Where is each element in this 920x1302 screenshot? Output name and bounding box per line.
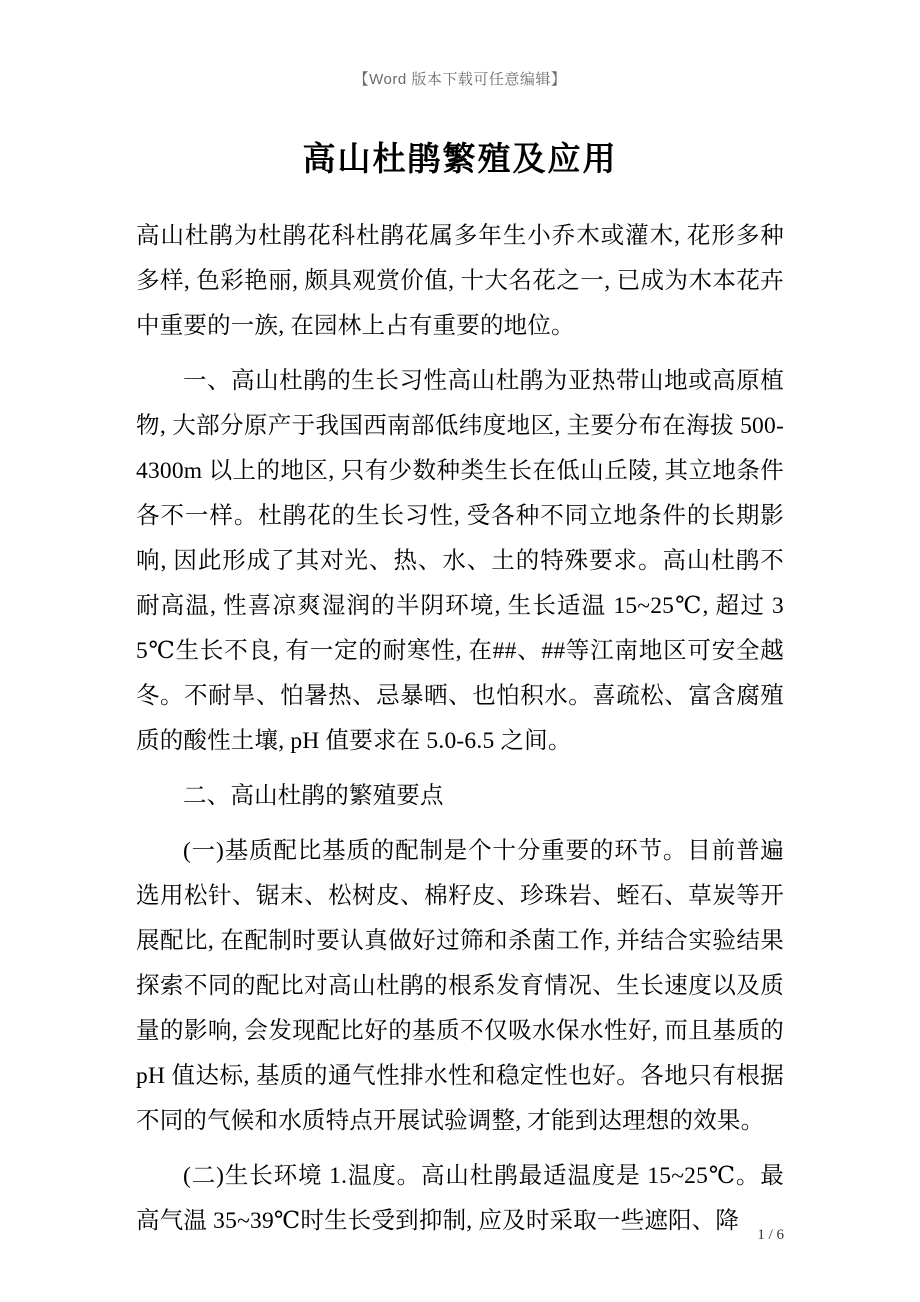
paragraph-section-two: 二、高山杜鹃的繁殖要点 [183,783,444,809]
page-title: 高山杜鹃繁殖及应用 [302,140,618,177]
paragraph-section-one: 一、高山杜鹃的生长习性高山杜鹃为亚热带山地或高原植物, 大部分原产于我国西南部低纬度地区, 主要分布在海拔 500-4300m 以上的地区, 只有少数种类生长在低山丘陵, 其立地条件各不一样。杜鹃花的生长习性, 受各种不同立地条件的长期影响, 因此形成了其对光、热、水、土的特殊要求。高山杜鹃不耐高温, 性喜凉爽湿润的半阴环境, 生长适温 15~25℃, 超过 35℃生长不良, 有一定的耐寒性, 在##、##等江南地区可安全越冬。不耐旱、怕暑热、忌暴晒、也怕积水。喜疏松、富含腐殖质的酸性土壤, pH 值要求在 5.0-6.5 之间。 [136,368,784,754]
page-number: 1 / 6 [757,1227,784,1243]
document-body [0,214,920,1244]
paragraph-intro: 高山杜鹃为杜鹃花科杜鹃花属多年生小乔木或灌木, 花形多种多样, 色彩艳丽, 颇具观赏价值, 十大名花之一, 已成为木本花卉中重要的一族, 在园林上占有重要的地位。 [136,223,784,339]
paragraph-subsection-two: (二)生长环境 1.温度。高山杜鹃最适温度是 15~25℃。最高气温 35~39℃时生长受到抑制, 应及时采取一些遮阳、降 [136,1163,784,1234]
watermark-notice: 【Word 版本下载可任意编辑】 [353,71,567,88]
paragraph-subsection-one: (一)基质配比基质的配制是个十分重要的环节。目前普遍选用松针、锯末、松树皮、棉籽皮、珍珠岩、蛭石、草炭等开展配比, 在配制时要认真做好过筛和杀菌工作, 并结合实验结果探索不同的配比对高山杜鹃的根系发育情况、生长速度以及质量的影响, 会发现配比好的基质不仅吸水保水性好, 而且基质的 pH 值达标, 基质的通气性排水性和稳定性也好。各地只有根据不同的气候和水质特点开展试验调整, 才能到达理想的效果。 [136,838,784,1134]
